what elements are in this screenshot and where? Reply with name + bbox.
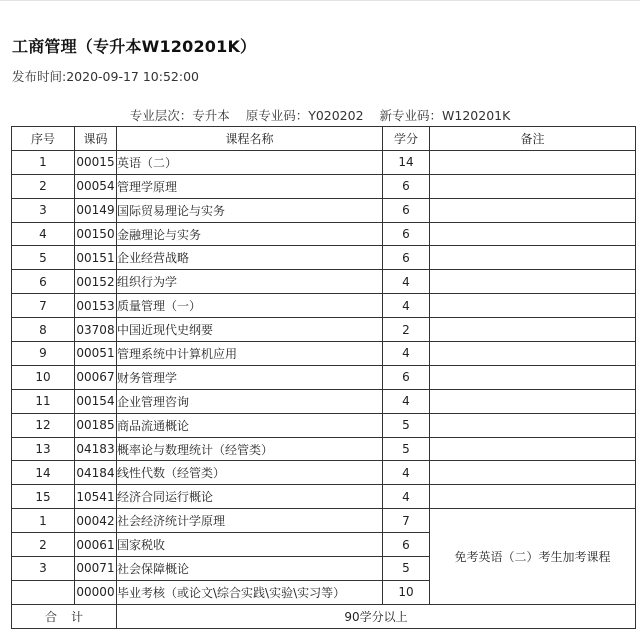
header-note: 备注 bbox=[430, 127, 636, 151]
row-no: 9 bbox=[12, 342, 75, 366]
row-code: 00067 bbox=[75, 365, 117, 389]
table-row bbox=[12, 485, 636, 509]
row-code: 00071 bbox=[75, 557, 117, 581]
table-row bbox=[12, 270, 636, 294]
row-no bbox=[12, 580, 75, 604]
row-name: 线性代数（经管类） bbox=[117, 461, 383, 485]
row-code: 03708 bbox=[75, 318, 117, 342]
course-table bbox=[11, 126, 636, 629]
row-code: 00051 bbox=[75, 342, 117, 366]
row-no: 11 bbox=[12, 389, 75, 413]
table-row bbox=[12, 246, 636, 270]
total-label-cell bbox=[12, 604, 117, 628]
row-no: 2 bbox=[12, 174, 75, 198]
table-row bbox=[12, 389, 636, 413]
top-divider bbox=[0, 0, 640, 6]
table-row bbox=[12, 509, 636, 533]
header-no: 序号 bbox=[12, 127, 75, 151]
row-no: 15 bbox=[12, 485, 75, 509]
row-code: 00061 bbox=[75, 533, 117, 557]
row-name: 商品流通概论 bbox=[117, 413, 383, 437]
row-code: 10541 bbox=[75, 485, 117, 509]
row-code: 00151 bbox=[75, 246, 117, 270]
row-name: 财务管理学 bbox=[117, 365, 383, 389]
header-name: 课程名称 bbox=[117, 127, 383, 151]
row-no: 12 bbox=[12, 413, 75, 437]
row-name: 社会保障概论 bbox=[117, 557, 383, 581]
table-row bbox=[12, 318, 636, 342]
row-credit: 6 bbox=[383, 198, 430, 222]
row-name: 经济合同运行概论 bbox=[117, 485, 383, 509]
row-no: 1 bbox=[12, 150, 75, 174]
row-no: 7 bbox=[12, 294, 75, 318]
row-no: 3 bbox=[12, 198, 75, 222]
row-note bbox=[430, 342, 636, 366]
table-row bbox=[12, 294, 636, 318]
row-note bbox=[430, 413, 636, 437]
row-credit: 10 bbox=[383, 580, 430, 604]
row-note bbox=[430, 461, 636, 485]
major-info bbox=[0, 106, 640, 124]
row-name: 管理学原理 bbox=[117, 174, 383, 198]
row-no: 10 bbox=[12, 365, 75, 389]
major-level: 专业层次：专升本 bbox=[129, 108, 230, 123]
row-name: 国际贸易理论与实务 bbox=[117, 198, 383, 222]
table-row bbox=[12, 150, 636, 174]
row-credit: 5 bbox=[383, 413, 430, 437]
row-credit: 6 bbox=[383, 246, 430, 270]
row-name: 质量管理（一） bbox=[117, 294, 383, 318]
row-no: 8 bbox=[12, 318, 75, 342]
row-note bbox=[430, 389, 636, 413]
row-name: 企业经营战略 bbox=[117, 246, 383, 270]
row-credit: 4 bbox=[383, 294, 430, 318]
row-code: 00150 bbox=[75, 222, 117, 246]
table-row bbox=[12, 198, 636, 222]
row-name: 概率论与数理统计（经管类） bbox=[117, 437, 383, 461]
row-name: 社会经济统计学原理 bbox=[117, 509, 383, 533]
row-no: 4 bbox=[12, 222, 75, 246]
row-name: 毕业考核（或论文\综合实践\实验\实习等） bbox=[117, 580, 383, 604]
row-credit: 14 bbox=[383, 150, 430, 174]
row-code: 00000 bbox=[75, 580, 117, 604]
header-credit: 学分 bbox=[383, 127, 430, 151]
row-name: 金融理论与实务 bbox=[117, 222, 383, 246]
row-code: 00042 bbox=[75, 509, 117, 533]
row-credit: 6 bbox=[383, 174, 430, 198]
row-credit: 6 bbox=[383, 365, 430, 389]
total-label: 合计 bbox=[44, 609, 97, 624]
table-row bbox=[12, 222, 636, 246]
row-note bbox=[430, 198, 636, 222]
total-row bbox=[12, 604, 636, 628]
group-note: 免考英语（二）考生加考课程 bbox=[430, 509, 636, 605]
row-credit: 4 bbox=[383, 270, 430, 294]
row-no: 6 bbox=[12, 270, 75, 294]
major-new-code: 新专业码：W120201K bbox=[379, 108, 511, 123]
total-value: 90学分以上 bbox=[117, 604, 636, 628]
row-no: 14 bbox=[12, 461, 75, 485]
row-no: 3 bbox=[12, 557, 75, 581]
row-note bbox=[430, 150, 636, 174]
row-credit: 5 bbox=[383, 557, 430, 581]
row-credit: 5 bbox=[383, 437, 430, 461]
row-code: 04183 bbox=[75, 437, 117, 461]
row-credit: 7 bbox=[383, 509, 430, 533]
table-row bbox=[12, 342, 636, 366]
row-credit: 6 bbox=[383, 222, 430, 246]
row-credit: 4 bbox=[383, 342, 430, 366]
row-note bbox=[430, 222, 636, 246]
row-name: 组织行为学 bbox=[117, 270, 383, 294]
row-code: 00154 bbox=[75, 389, 117, 413]
row-name: 英语（二） bbox=[117, 150, 383, 174]
page-title: 工商管理（专升本W120201K） bbox=[12, 37, 257, 56]
row-credit: 6 bbox=[383, 533, 430, 557]
publish-time: 发布时间:2020-09-17 10:52:00 bbox=[12, 69, 199, 84]
row-note bbox=[430, 318, 636, 342]
header-code: 课码 bbox=[75, 127, 117, 151]
row-note bbox=[430, 270, 636, 294]
table-header-row bbox=[12, 127, 636, 151]
table-row bbox=[12, 365, 636, 389]
row-code: 00054 bbox=[75, 174, 117, 198]
row-no: 13 bbox=[12, 437, 75, 461]
row-credit: 4 bbox=[383, 389, 430, 413]
table-row bbox=[12, 413, 636, 437]
row-credit: 2 bbox=[383, 318, 430, 342]
table-row bbox=[12, 461, 636, 485]
row-name: 中国近现代史纲要 bbox=[117, 318, 383, 342]
row-code: 00152 bbox=[75, 270, 117, 294]
row-note bbox=[430, 246, 636, 270]
row-note bbox=[430, 365, 636, 389]
table-row bbox=[12, 174, 636, 198]
row-note bbox=[430, 174, 636, 198]
row-name: 管理系统中计算机应用 bbox=[117, 342, 383, 366]
major-old-code: 原专业码：Y020202 bbox=[245, 108, 364, 123]
row-code: 04184 bbox=[75, 461, 117, 485]
row-credit: 4 bbox=[383, 485, 430, 509]
row-note bbox=[430, 294, 636, 318]
row-no: 1 bbox=[12, 509, 75, 533]
table-row bbox=[12, 437, 636, 461]
row-code: 00149 bbox=[75, 198, 117, 222]
row-note bbox=[430, 437, 636, 461]
row-no: 5 bbox=[12, 246, 75, 270]
row-code: 00185 bbox=[75, 413, 117, 437]
row-code: 00015 bbox=[75, 150, 117, 174]
row-name: 国家税收 bbox=[117, 533, 383, 557]
row-no: 2 bbox=[12, 533, 75, 557]
row-name: 企业管理咨询 bbox=[117, 389, 383, 413]
row-code: 00153 bbox=[75, 294, 117, 318]
row-credit: 4 bbox=[383, 461, 430, 485]
row-note bbox=[430, 485, 636, 509]
